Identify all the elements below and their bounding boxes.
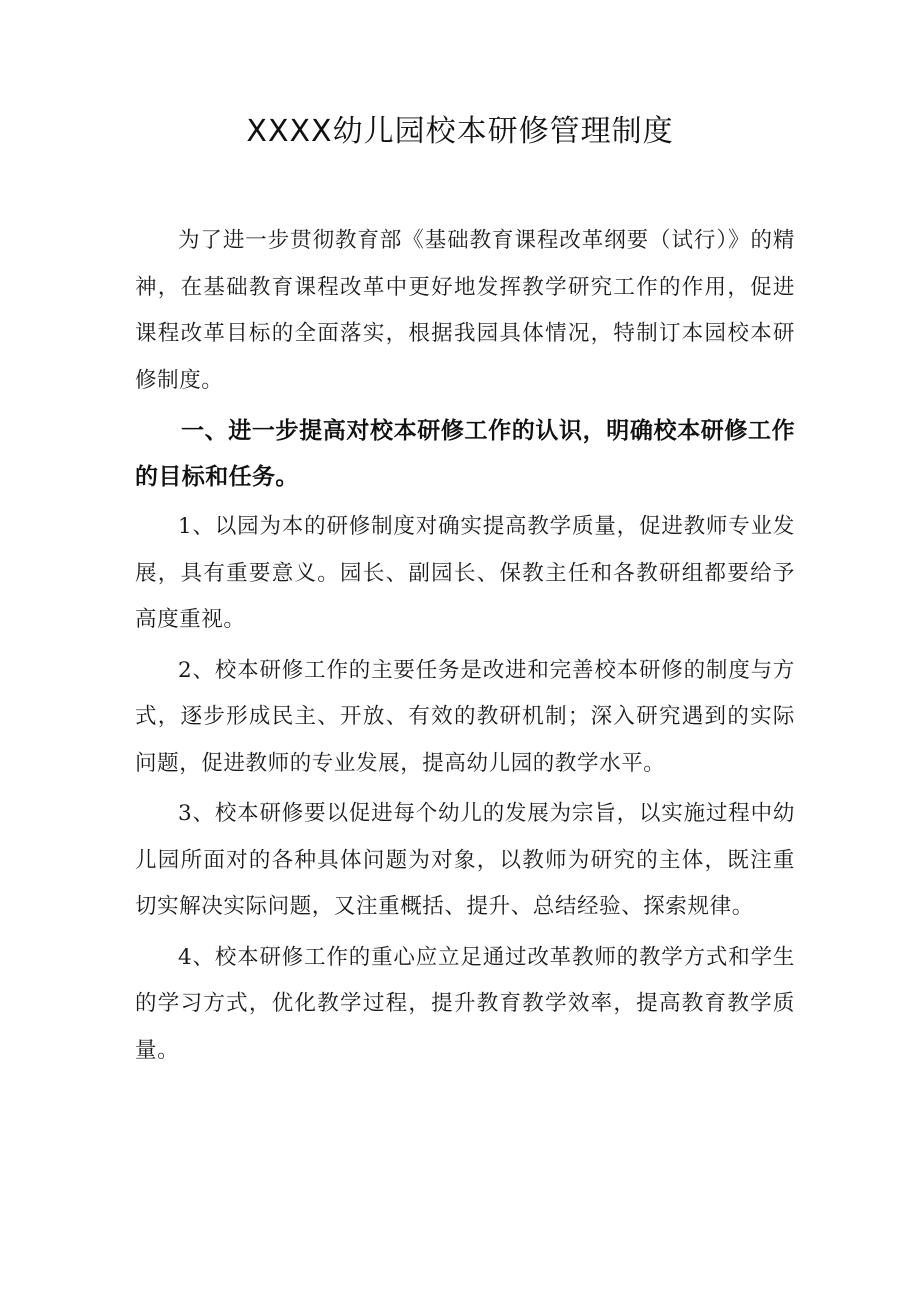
list-item: 4、校本研修工作的重心应立足通过改革教师的教学方式和学生的学习方式，优化教学过程，提升教育教学效率，提高教育教学质量。 (135, 944, 795, 1063)
list-item: 2、校本研修工作的主要任务是改进和完善校本研修的制度与方式，逐步形成民主、开放、有效的教研机制；深入研究遇到的实际问题，促进教师的专业发展，提高幼儿园的教学水平。 (135, 657, 795, 776)
document-body (135, 218, 795, 1074)
document-title: XXXX幼儿园校本研修管理制度 (246, 114, 674, 149)
intro-paragraph: 为了进一步贯彻教育部《基础教育课程改革纲要（试行）》的精神，在基础教育课程改革中更好地发挥教学研究工作的作用，促进课程改革目标的全面落实，根据我园具体情况，特制订本园校本研修制度。 (135, 228, 795, 393)
list-item: 3、校本研修要以促进每个幼儿的发展为宗旨，以实施过程中幼儿园所面对的各种具体问题为对象，以教师为研究的主体，既注重切实解决实际问题，又注重概括、提升、总结经验、探索规律。 (135, 801, 795, 919)
section-heading: 一、进一步提高对校本研修工作的认识，明确校本研修工作的目标和任务。 (135, 418, 795, 490)
list-item: 1、以园为本的研修制度对确实提高教学质量，促进教师专业发展，具有重要意义。园长、副园长、保教主任和各教研组都要给予高度重视。 (135, 514, 795, 632)
